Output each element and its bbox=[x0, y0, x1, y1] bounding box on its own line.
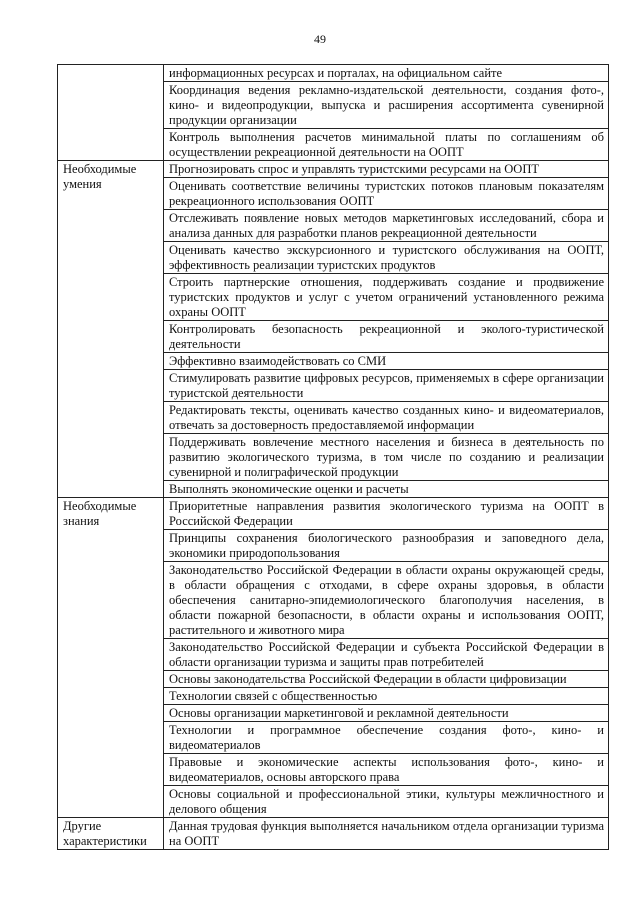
requirement-item: Принципы сохранения биологического разнообразия и заповедного дела, экономики природопользования bbox=[164, 530, 609, 562]
category-cell bbox=[58, 818, 164, 850]
requirement-item: Основы законодательства Российской Федерации в области цифровизации bbox=[164, 671, 609, 688]
requirement-item: Строить партнерские отношения, поддерживать создание и продвижение туристских продуктов и услуг с учетом ограничений установленного режима охраны ООПТ bbox=[164, 274, 609, 321]
table-row bbox=[58, 498, 609, 530]
requirement-item: информационных ресурсах и порталах, на официальном сайте bbox=[164, 65, 609, 82]
page-number: 49 bbox=[314, 32, 326, 46]
requirement-item: Основы социальной и профессиональной этики, культуры межличностного и делового общения bbox=[164, 786, 609, 818]
requirement-item: Законодательство Российской Федерации в области охраны окружающей среды, в области обращения с отходами, в сфере охраны здоровья, в области обеспечения санитарно-эпидемиологического благополучия населения, в области пожарной безопасности, в области охраны и использования ООПТ, растительного и животного мира bbox=[164, 562, 609, 639]
requirement-item: Выполнять экономические оценки и расчеты bbox=[164, 481, 609, 498]
table-row bbox=[58, 161, 609, 178]
requirement-item: Оценивать качество экскурсионного и туристского обслуживания на ООПТ, эффективность реализации туристских продуктов bbox=[164, 242, 609, 274]
requirements-table bbox=[57, 64, 609, 850]
requirement-item: Поддерживать вовлечение местного населения и бизнеса в деятельность по развитию экологического туризма, в том числе по созданию и реализации сувенирной и полиграфической продукции bbox=[164, 434, 609, 481]
requirement-item: Законодательство Российской Федерации и субъекта Российской Федерации в области организации туризма и защиты прав потребителей bbox=[164, 639, 609, 671]
requirement-item: Приоритетные направления развития экологического туризма на ООПТ в Российской Федерации bbox=[164, 498, 609, 530]
requirement-item: Правовые и экономические аспекты использования фото-, кино- и видеоматериалов, основы авторского права bbox=[164, 754, 609, 786]
requirement-item: Прогнозировать спрос и управлять туристскими ресурсами на ООПТ bbox=[164, 161, 609, 178]
requirement-item: Основы организации маркетинговой и рекламной деятельности bbox=[164, 705, 609, 722]
category-cell bbox=[58, 65, 164, 161]
table-row bbox=[58, 818, 609, 850]
requirement-item: Эффективно взаимодействовать со СМИ bbox=[164, 353, 609, 370]
requirement-item: Контроль выполнения расчетов минимальной платы по соглашениям об осуществлении рекреационной деятельности на ООПТ bbox=[164, 129, 609, 161]
requirement-item: Технологии и программное обеспечение создания фото-, кино- и видеоматериалов bbox=[164, 722, 609, 754]
requirement-item: Контролировать безопасность рекреационной и эколого-туристической деятельности bbox=[164, 321, 609, 353]
requirement-item: Редактировать тексты, оценивать качество созданных кино- и видеоматериалов, отвечать за достоверность предоставляемой информации bbox=[164, 402, 609, 434]
category-cell bbox=[58, 161, 164, 498]
requirement-item: Технологии связей с общественностью bbox=[164, 688, 609, 705]
requirement-item: Стимулировать развитие цифровых ресурсов, применяемых в сфере организации туристской деятельности bbox=[164, 370, 609, 402]
requirements-table-body bbox=[58, 65, 609, 850]
category-cell bbox=[58, 498, 164, 818]
table-row bbox=[58, 65, 609, 82]
requirement-item: Данная трудовая функция выполняется начальником отдела организации туризма на ООПТ bbox=[164, 818, 609, 850]
category-label: Необходимые умения bbox=[63, 162, 137, 191]
requirement-item: Оценивать соответствие величины туристских потоков плановым показателям рекреационного использования ООПТ bbox=[164, 178, 609, 210]
requirement-item: Отслеживать появление новых методов маркетинговых исследований, сбора и анализа данных для разработки планов рекреационной деятельности bbox=[164, 210, 609, 242]
category-label: Необходимые знания bbox=[63, 499, 137, 528]
requirement-item: Координация ведения рекламно-издательской деятельности, создания фото-, кино- и видеопродукции, выпуска и расширения ассортимента сувенирной продукции организации bbox=[164, 82, 609, 129]
category-label: Другие характеристики bbox=[63, 819, 147, 848]
